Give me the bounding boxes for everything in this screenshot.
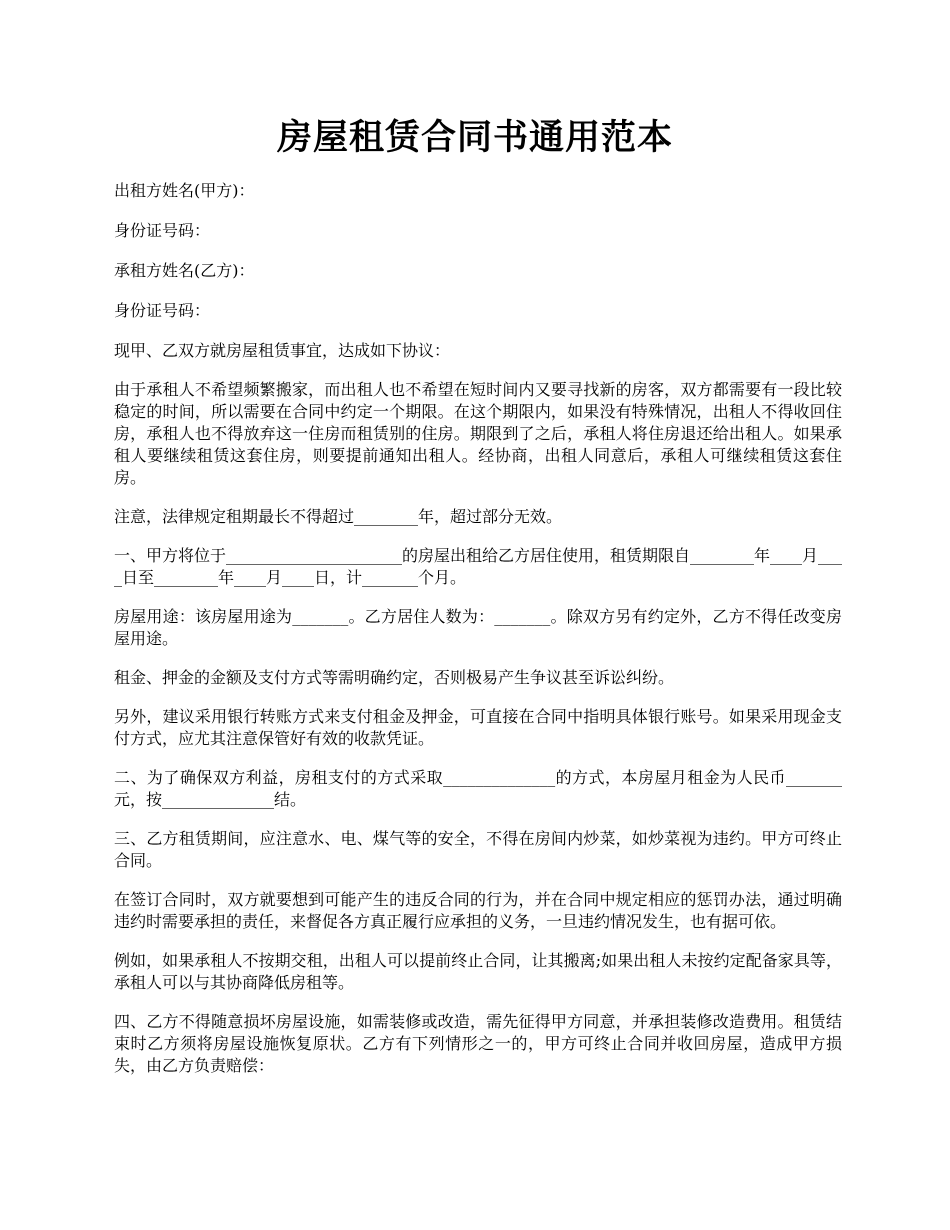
lessor-id-field: 身份证号码： [114,221,211,240]
rent-deposit-note: 租金、押金的金额及支付方式等需明确约定，否则极易产生争议甚至诉讼纠纷。 [114,668,675,687]
agreement-intro: 现甲、乙双方就房屋租赁事宜，达成如下协议： [114,341,451,360]
term-explanation-paragraph: 由于承租人不希望频繁搬家，而出租人也不希望在短时间内又要寻找新的房客，双方都需要有一段比较稳定的时间，所以需要在合同中约定一个期限。在这个期限内，如果没有特殊情况，出租人不得收回住房，承租人也不得放弃这一住房而租赁别的住房。期限到了之后，承租人将住房退还给出租人。如果承租人要继续租赁这套住房，则要提前通知出租人。经协商，出租人同意后，承租人可继续租赁这套住房。 [114,380,842,487]
document-body [114,180,842,1094]
breach-example-paragraph: 例如，如果承租人不按期交租，出租人可以提前终止合同，让其搬离;如果出租人未按约定配备家具等，承租人可以与其协商降低房租等。 [114,951,842,992]
clause-4-facilities: 四、乙方不得随意损坏房屋设施，如需装修或改造，需先征得甲方同意，并承担装修改造费用。租赁结束时乙方须将房屋设施恢复原状。乙方有下列情形之一的，甲方可终止合同并收回房屋，造成甲方损失，由乙方负责赔偿： [114,1012,842,1075]
clause-3-safety: 三、乙方租赁期间，应注意水、电、煤气等的安全，不得在房间内炒菜，如炒菜视为违约。甲方可终止合同。 [114,829,842,870]
breach-explanation-paragraph: 在签订合同时，双方就要想到可能产生的违反合同的行为，并在合同中规定相应的惩罚办法，通过明确违约时需要承担的责任，来督促各方真正履行应承担的义务，一旦违约情况发生，也有据可依。 [114,890,842,931]
max-term-note: 注意，法律规定租期最长不得超过________年，超过部分无效。 [114,507,563,526]
clause-2-payment: 二、为了确保双方利益，房租支付的方式采取______________的方式，本房屋月租金为人民币_______元，按______________结。 [114,768,842,809]
lessee-name-field: 承租方姓名(乙方)： [114,261,255,280]
property-use-paragraph: 房屋用途：该房屋用途为_______。乙方居住人数为：_______。除双方另有约定外，乙方不得任改变房屋用途。 [114,607,842,648]
lessee-id-field: 身份证号码： [114,301,211,320]
clause-1-location-term: 一、甲方将位于______________________的房屋出租给乙方居住使用，租赁期限自________年____月____日至________年____月____日，计_______个月。 [114,546,843,587]
lessor-name-field: 出租方姓名(甲方)： [114,181,255,200]
document-title: 房屋租赁合同书通用范本 [276,117,673,158]
payment-advice-paragraph: 另外，建议采用银行转账方式来支付租金及押金，可直接在合同中指明具体银行账号。如果采用现金支付方式，应尤其注意保管好有效的收款凭证。 [114,707,842,748]
